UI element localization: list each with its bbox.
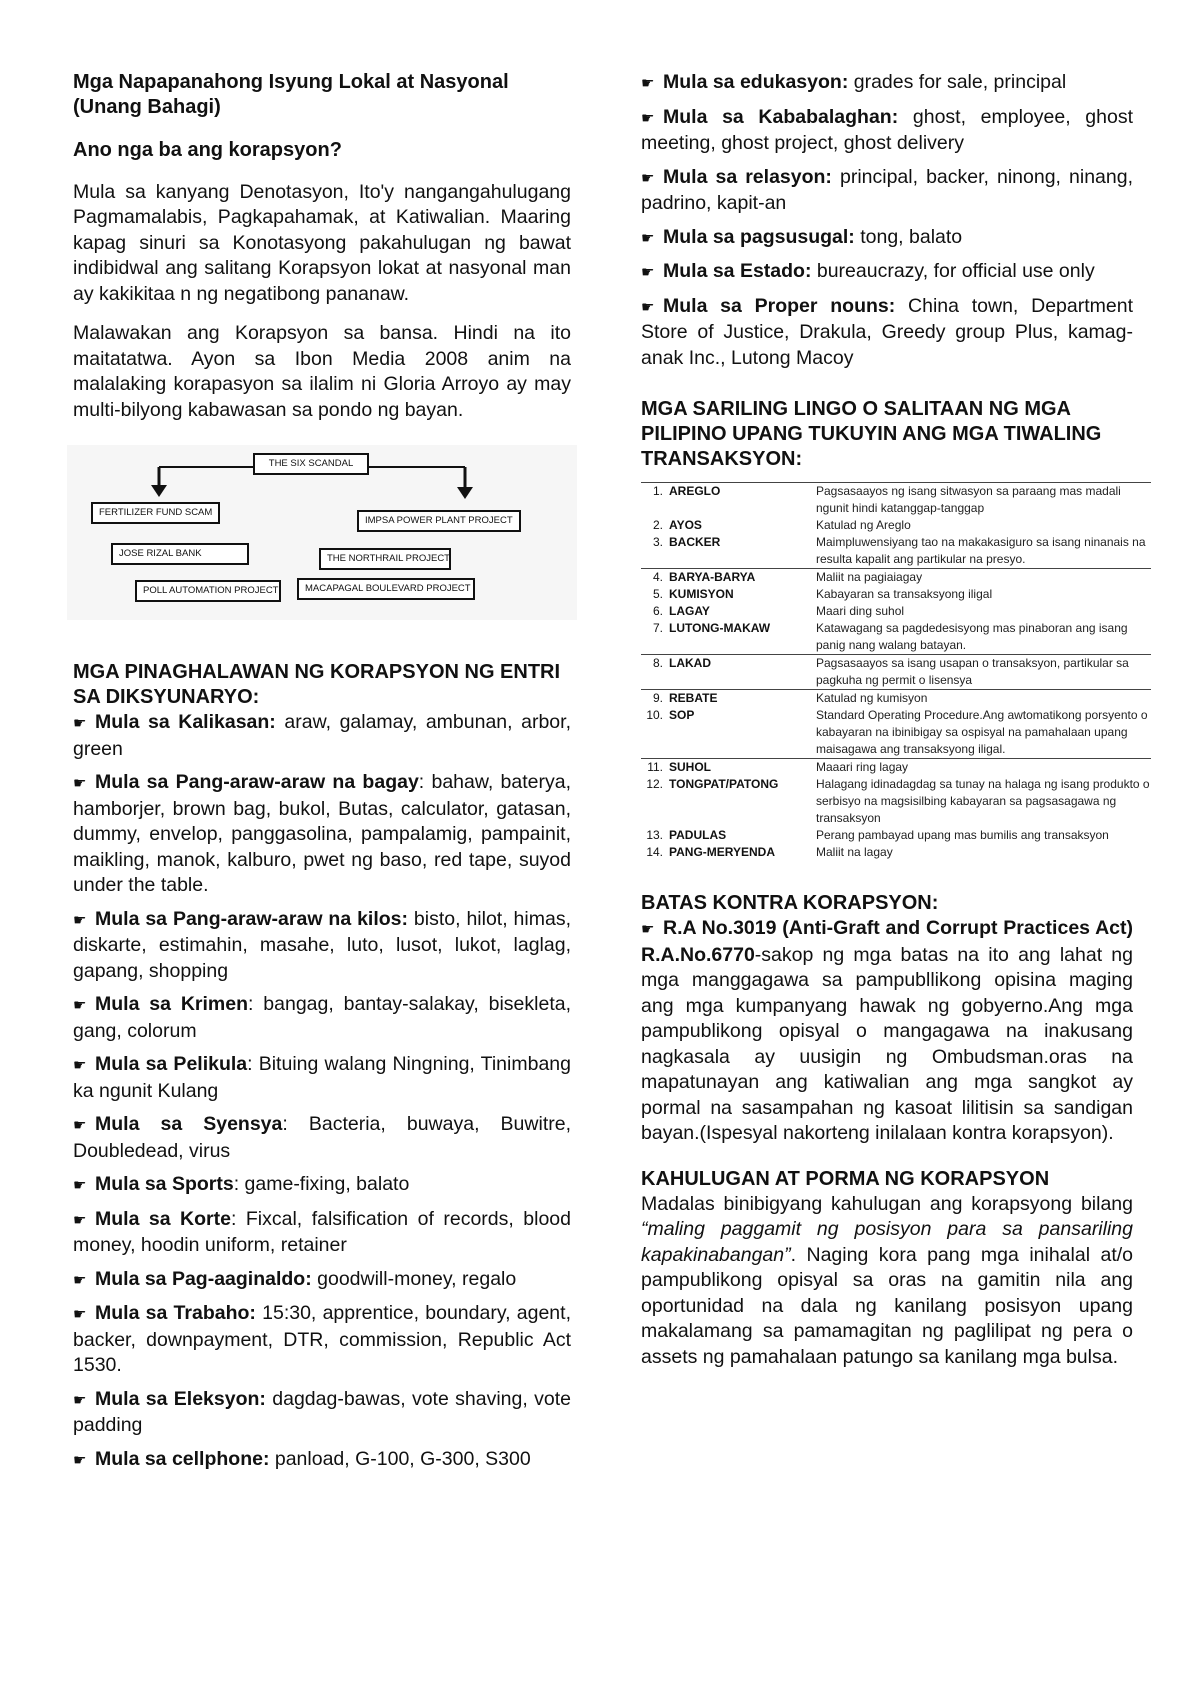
table-row <box>641 534 1151 568</box>
item-label: Mula sa Trabaho: <box>95 1302 256 1324</box>
pointing-hand-icon: ☛ <box>73 997 87 1014</box>
list-item <box>73 992 571 1044</box>
item-text: : game-fixing, balato <box>233 1173 410 1195</box>
table-cell-def: Maari ding suhol <box>816 604 905 618</box>
item-text: panload, G-100, G-300, S300 <box>269 1447 531 1470</box>
table-cell-def: Maliit na pagiaiagay <box>816 570 923 584</box>
table-row <box>641 568 1151 586</box>
table-row <box>641 654 1151 689</box>
pointing-hand-icon: ☛ <box>73 1271 87 1289</box>
table-cell-def: Maimpluwensiyang tao na makakasiguro sa isang ninanais na resulta kapalit ang partikular na presyo. <box>816 535 1146 566</box>
table-cell-term: TONGPAT/PATONG <box>669 777 779 791</box>
table-row <box>641 776 1151 827</box>
table-row <box>641 586 1151 603</box>
item-text: grades for sale, principal <box>848 71 1067 93</box>
pointing-hand-icon: ☛ <box>73 775 87 792</box>
item-label: Mula sa Krimen <box>95 993 249 1015</box>
item-label: Mula sa edukasyon: <box>663 71 849 93</box>
item-label: Mula sa Syensya <box>95 1113 283 1135</box>
list-item <box>73 1387 571 1439</box>
item-label: Mula sa Kalikasan: <box>95 711 276 733</box>
batas-label: R.A No.3019 (Anti-Graft and Corrupt Practices Act) R.A.No.6770 <box>641 917 1133 966</box>
table-cell-num: 8. <box>652 656 663 670</box>
table-cell-def: Katawagang sa pagdedesisyong mas pinaboran ang isang panig nang walang batayan. <box>816 621 1128 652</box>
table-row <box>641 603 1151 620</box>
diagram-poll-automation: POLL AUTOMATION PROJECT <box>135 580 281 602</box>
title-line-2: (Unang Bahagi) <box>73 96 221 118</box>
table-row <box>641 827 1151 844</box>
table-row <box>641 517 1151 534</box>
list-item <box>641 105 1133 157</box>
question-heading: Ano nga ba ang korapsyon? <box>73 139 342 161</box>
item-text: 15:30, apprentice, boundary, agent, backer, downpayment, DTR, commission, Republic Act 1530. <box>73 1302 571 1376</box>
item-label: Mula sa relasyon: <box>663 165 832 188</box>
lingo-heading: MGA SARILING LINGO O SALITAAN NG MGA PILIPINO UPANG TUKUYIN ANG MGA TIWALING TRANSAKSYON: <box>641 398 1102 470</box>
item-label: Mula sa Eleksyon: <box>95 1387 266 1410</box>
item-text: goodwill-money, regalo <box>311 1267 517 1290</box>
item-text: araw, galamay, ambunan, arbor, green <box>73 711 571 760</box>
pointing-hand-icon: ☛ <box>641 109 655 127</box>
pointing-hand-icon: ☛ <box>73 911 87 929</box>
right-column <box>641 70 1150 1384</box>
item-text: tong, balato <box>854 225 963 248</box>
kahulugan-heading: KAHULUGAN AT PORMA NG KORAPSYON <box>641 1167 1050 1190</box>
diagram-jose-rizal-bank: JOSE RIZAL BANK <box>111 543 249 565</box>
item-label: Mula sa cellphone: <box>95 1447 270 1470</box>
item-label: Mula sa Sports <box>95 1173 234 1195</box>
table-cell-num: 2. <box>652 518 663 532</box>
table-cell-term: BARYA-BARYA <box>669 570 756 584</box>
diagram-northrail-project: THE NORTHRAIL PROJECT <box>319 548 451 570</box>
table-cell-term: BACKER <box>669 535 721 549</box>
item-label: Mula sa Estado: <box>663 260 812 282</box>
lingo-table <box>641 482 1151 861</box>
list-item <box>73 770 571 899</box>
table-cell-num: 4. <box>652 570 663 584</box>
item-text: : Bacteria, buwaya, Buwitre, Doubledead, virus <box>73 1113 571 1162</box>
list-item <box>73 907 571 985</box>
table-cell-def: Kabayaran sa transaksyong iligal <box>816 587 993 601</box>
item-label: Mula sa Korte <box>95 1207 231 1230</box>
item-label: Mula sa Kababalaghan: <box>663 105 899 128</box>
document-title <box>73 70 571 120</box>
list-item <box>641 165 1133 217</box>
pointing-hand-icon: ☛ <box>73 1451 87 1469</box>
table-cell-term: LAGAY <box>669 604 710 618</box>
list-item <box>73 1112 571 1164</box>
list-item <box>73 1052 571 1104</box>
table-cell-def: Perang pambayad upang mas bumilis ang transaksyon <box>816 828 1109 842</box>
list-item <box>73 1447 571 1474</box>
table-cell-num: 11. <box>647 760 663 774</box>
item-label: Mula sa Pag-aaginaldo: <box>95 1267 312 1290</box>
table-cell-term: SUHOL <box>669 760 711 774</box>
table-cell-def: Katulad ng kumisyon <box>816 691 928 705</box>
table-row <box>641 689 1151 707</box>
table-cell-num: 14. <box>646 845 663 859</box>
arroyo-paragraph: Malawakan ang Korapsyon sa bansa. Hindi na ito maitatatwa. Ayon sa Ibon Media 2008 anim na malalaking korapasyon sa ilalim ni Gloria Arroyo ay may multi-bilyong kabawasan sa pondo ng bayan. <box>73 322 571 421</box>
item-text: ghost, employee, ghost meeting, ghost project, ghost delivery <box>641 105 1134 154</box>
definition-paragraph: Mula sa kanyang Denotasyon, Ito'y nangangahulugang Pagmamalabis, Pagkapahamak, at Katiwalian. Maaring kapag sinuri sa Konotasyong pakahulugan ng bawat indibidwal ang salitang Korapsyon lokat at nasyonal man ay kakikitaa n ng negatibong pananaw. <box>73 180 571 305</box>
table-row <box>641 483 1151 517</box>
table-cell-num: 10. <box>646 708 663 722</box>
diagram-fertilizer-fund-scam: FERTILIZER FUND SCAM <box>91 502 220 524</box>
pointing-hand-icon: ☛ <box>73 1057 87 1074</box>
list-item <box>641 259 1133 286</box>
six-scandal-diagram <box>67 445 577 620</box>
table-cell-num: 9. <box>652 691 663 705</box>
diagram-macapagal-boulevard: MACAPAGAL BOULEVARD PROJECT <box>297 578 475 600</box>
pinaghalawan-heading: MGA PINAGHALAWAN NG KORAPSYON NG ENTRI SA DIKSYUNARYO: <box>73 661 561 708</box>
table-cell-term: SOP <box>669 708 695 722</box>
pointing-hand-icon: ☛ <box>641 169 655 187</box>
left-column <box>73 70 571 1481</box>
table-cell-num: 1. <box>652 484 663 498</box>
item-text: : Fixcal, falsification of records, blood money, hoodin uniform, retainer <box>73 1207 571 1256</box>
table-cell-def: Maaari ring lagay <box>816 760 909 774</box>
table-cell-term: LAKAD <box>669 656 711 670</box>
table-cell-def: Pagsasaayos ng isang sitwasyon sa paraang mas madali ngunit hindi katanggap-tanggap <box>816 484 1121 515</box>
table-cell-num: 12. <box>646 777 663 791</box>
item-text: bisto, hilot, himas, diskarte, estimahin, masahe, luto, lusot, lukot, laglag, gapang, shopping <box>73 907 571 982</box>
item-label: Mula sa Proper nouns: <box>663 294 896 317</box>
item-text: China town, Department Store of Justice, Drakula, Greedy group Plus, kamag-anak Inc., Lutong Macoy <box>641 294 1133 369</box>
list-item <box>73 1207 571 1259</box>
table-cell-def: Pagsasaayos sa isang usapan o transaksyon, partikular sa pagkuha ng permit o lisensya <box>816 656 1129 687</box>
pointing-hand-icon: ☛ <box>641 229 655 247</box>
diagram-impsa-power-plant: IMPSA POWER PLANT PROJECT <box>357 510 521 532</box>
table-cell-def: Maliit na lagay <box>816 845 893 859</box>
pointing-hand-icon: ☛ <box>73 1211 87 1229</box>
table-cell-term: REBATE <box>669 691 718 705</box>
table-cell-def: Standard Operating Procedure.Ang awtomatikong porsyento o kabayaran na ibinibigay sa ospisyal na pamahalaan upang maisagawa ang transaksyong iligal. <box>816 708 1148 756</box>
pointing-hand-icon: ☛ <box>73 1391 87 1409</box>
table-cell-term: AREGLO <box>669 484 721 498</box>
table-row <box>641 620 1151 654</box>
list-item <box>73 1172 571 1199</box>
table-row <box>641 707 1151 758</box>
table-cell-def: Katulad ng Areglo <box>816 518 911 532</box>
pointing-hand-icon: ☛ <box>73 1177 87 1194</box>
table-cell-num: 7. <box>652 621 663 635</box>
pointing-hand-icon: ☛ <box>641 298 655 316</box>
table-cell-term: AYOS <box>669 518 702 532</box>
item-text: dagdag-bawas, vote shaving, vote padding <box>73 1387 571 1436</box>
item-text: : bangag, bantay-salakay, bisekleta, gang, colorum <box>73 993 571 1042</box>
list-item <box>73 1267 571 1294</box>
item-label: Mula sa Pang-araw-araw na bagay <box>95 771 419 793</box>
table-cell-term: PANG-MERYENDA <box>669 845 776 859</box>
item-text: : bahaw, baterya, hamborjer, brown bag, bukol, Butas, calculator, gatasan, dummy, envelop, panggasolina, pampalamig, pampainit, maikling, manok, kalburo, pwet ng baso, red tape, suyod under the table. <box>73 771 571 896</box>
pointing-hand-icon: ☛ <box>73 715 87 732</box>
table-cell-term: KUMISYON <box>669 587 734 601</box>
table-cell-num: 5. <box>652 587 663 601</box>
pinaghalawan-list <box>73 710 571 1473</box>
pointing-hand-icon: ☛ <box>73 1306 87 1323</box>
table-row <box>641 758 1151 776</box>
batas-text: -sakop ng mga batas na ito ang lahat ng mga manggagawa sa pampubllikong opisina maging ang mga kumpanyang hawak ng gobyerno.Ang mga pampublikong opisyal o mangagawa na inakusang nagkasala ay uusigin ng Ombudsman.oras na mapatunayan ang katiwalian ang mga sangkot ay pormal na sasampahan ng kasoat lilitisin sa sandigan bayan.(Ispesyal nakorteng inilalaan kontra korapsyon). <box>641 943 1133 1144</box>
item-label: Mula sa Pelikula <box>95 1053 248 1075</box>
table-cell-num: 13. <box>646 828 663 842</box>
table-cell-num: 6. <box>652 604 663 618</box>
list-item <box>641 70 1133 97</box>
item-text: : Bituing walang Ningning, Tinimbang ka ngunit Kulang <box>73 1053 571 1102</box>
list-item <box>641 225 1133 252</box>
kahulugan-intro: Madalas binibigyang kahulugan ang korapsyong bilang <box>641 1192 1133 1215</box>
list-item <box>73 1301 571 1379</box>
pointing-hand-icon: ☛ <box>73 1117 87 1134</box>
batas-heading: BATAS KONTRA KORAPSYON: <box>641 892 939 914</box>
kahulugan-quote: “maling paggamit ng posisyon para sa pansariling kapakinabangan” <box>641 1218 1133 1266</box>
table-cell-term: LUTONG-MAKAW <box>669 621 771 635</box>
table-cell-def: Halagang idinadagdag sa tunay na halaga ng isang produkto o serbisyo na magsisilbing kabayaran sa pagsasagawa ng transaksyon <box>816 777 1150 825</box>
title-line-1: Mga Napapanahong Isyung Lokal at Nasyonal <box>73 71 509 93</box>
item-text: bureaucrazy, for official use only <box>811 260 1095 282</box>
item-text: principal, backer, ninong, ninang, padrino, kapit-an <box>641 165 1133 214</box>
list-item <box>73 710 571 762</box>
pinaghalawan-list-continued <box>641 70 1133 371</box>
item-label: Mula sa Pang-araw-araw na kilos: <box>95 907 409 930</box>
kahulugan-rest: . Naging kora pang mga inihalal at/o pampublikong opisyal sa oras na gamitin nila ang oportunidad na dala ng kanilang posisyon upang makalamang sa pamamagitan ng paglilipat ng pera o assets ng pamahalaan patungo sa kanilang mga bulsa. <box>641 1243 1133 1368</box>
pointing-hand-icon: ☛ <box>641 264 655 281</box>
batas-paragraph <box>641 916 1133 1147</box>
table-cell-term: PADULAS <box>669 828 727 842</box>
table-row <box>641 844 1151 861</box>
pointing-hand-icon: ☛ <box>641 921 655 938</box>
table-cell-num: 3. <box>652 535 663 549</box>
list-item <box>641 294 1133 372</box>
pointing-hand-icon: ☛ <box>641 75 655 92</box>
diagram-root-six-scandal: THE SIX SCANDAL <box>253 453 369 475</box>
item-label: Mula sa pagsusugal: <box>663 225 855 248</box>
kahulugan-paragraph <box>641 1192 1133 1371</box>
